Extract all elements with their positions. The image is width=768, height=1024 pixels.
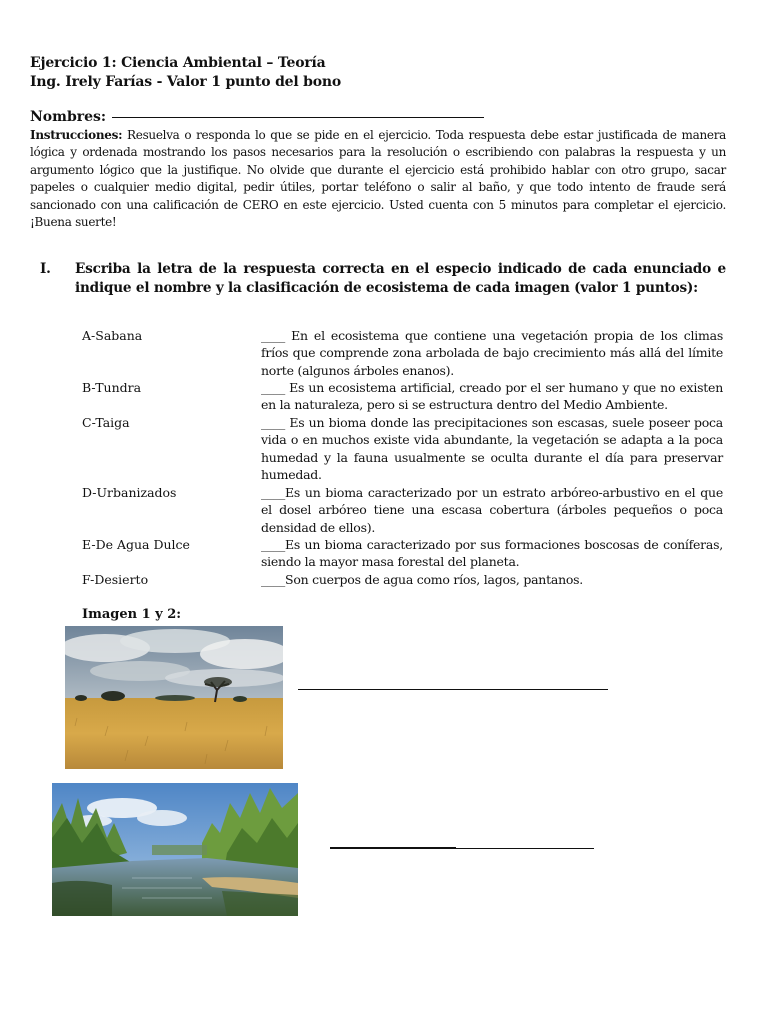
option-c: C-Taiga: [82, 415, 130, 430]
exercise-title: Ejercicio 1: Ciencia Ambiental – Teoría: [30, 55, 326, 71]
statement-6: [261, 571, 723, 588]
image-2-answer-line-right[interactable]: [456, 848, 594, 849]
instructions-label: Instrucciones:: [30, 128, 123, 142]
instructions-text: Resuelva o responda lo que se pide en el ejercicio. Toda respuesta debe estar justificada de manera lógica y ordenada mostrando los pasos necesarios para la resolución o escribiendo con palabras la respuesta y un argumento lógico que la justifique. No olvide que durante el ejercicio está prohibido hablar con otro grupo, sacar papeles o cualquier medio digital, pedir útiles, portar teléfono o salir al baño, y que todo intento de fraude será sancionado con una calificación de CERO en este ejercicio. Usted cuenta con 5 minutos para completar el ejercicio. ¡Buena suerte!: [30, 128, 726, 230]
image-1-answer-line[interactable]: [298, 689, 608, 690]
option-a: A-Sabana: [82, 328, 143, 343]
option-f: F-Desierto: [82, 572, 149, 587]
section-heading: [40, 260, 726, 298]
statement-1: [261, 327, 723, 379]
statement-2-text: Es un ecosistema artificial, creado por el ser humano y que no existen en la naturaleza, pero si se estructura dentro del Medio Ambiente.: [261, 380, 723, 413]
statement-6-text: Son cuerpos de agua como ríos, lagos, pantanos.: [285, 572, 584, 587]
instructions-block: [30, 127, 726, 231]
section-text: Escriba la letra de la respuesta correcta en el especio indicado de cada enunciado e indique el nombre y la clasificación de ecosistema de cada imagen (valor 1 puntos):: [75, 261, 726, 296]
names-field: [30, 109, 484, 125]
names-label: Nombres:: [30, 109, 107, 125]
answer-blank-3[interactable]: ____: [261, 415, 285, 430]
answer-blank-4[interactable]: ____: [261, 485, 285, 500]
exercise-subtitle: Ing. Irely Farías - Valor 1 punto del bono: [30, 74, 342, 90]
statement-4-text: Es un bioma caracterizado por un estrato arbóreo-arbustivo en el que el dosel arbóreo tiene una escasa cobertura (árboles pequeños o poca densidad de ellos).: [261, 485, 723, 535]
statement-4: [261, 484, 723, 536]
statement-2: [261, 379, 723, 414]
statement-5: [261, 536, 723, 571]
option-b: B-Tundra: [82, 380, 142, 395]
section-number: I.: [40, 261, 51, 277]
statement-1-text: En el ecosistema que contiene una vegetación propia de los climas fríos que comprende zona arbolada de bajo crecimiento más allá del límite norte (algunos árboles enanos).: [261, 328, 723, 378]
savanna-photo: [65, 626, 283, 769]
river-forest-photo: [52, 783, 298, 916]
statement-5-text: Es un bioma caracterizado por sus formaciones boscosas de coníferas, siendo la mayor masa forestal del planeta.: [261, 537, 723, 570]
statement-3-text: Es un bioma donde las precipitaciones son escasas, suele poseer poca vida o en muchos existe vida abundante, la vegetación se adapta a la poca humedad y la fauna usualmente se oculta durante el día para preservar humedad.: [261, 415, 723, 483]
option-e: E-De Agua Dulce: [82, 537, 190, 552]
answer-blank-6[interactable]: ____: [261, 572, 285, 587]
images-label: Imagen 1 y 2:: [82, 607, 182, 622]
answer-blank-1[interactable]: ____: [261, 328, 285, 343]
image-2-answer-line-left[interactable]: [330, 847, 456, 849]
names-answer-line[interactable]: [112, 117, 484, 118]
answer-blank-5[interactable]: ____: [261, 537, 285, 552]
statement-3: [261, 414, 723, 484]
answer-blank-2[interactable]: ____: [261, 380, 285, 395]
option-d: D-Urbanizados: [82, 485, 177, 500]
